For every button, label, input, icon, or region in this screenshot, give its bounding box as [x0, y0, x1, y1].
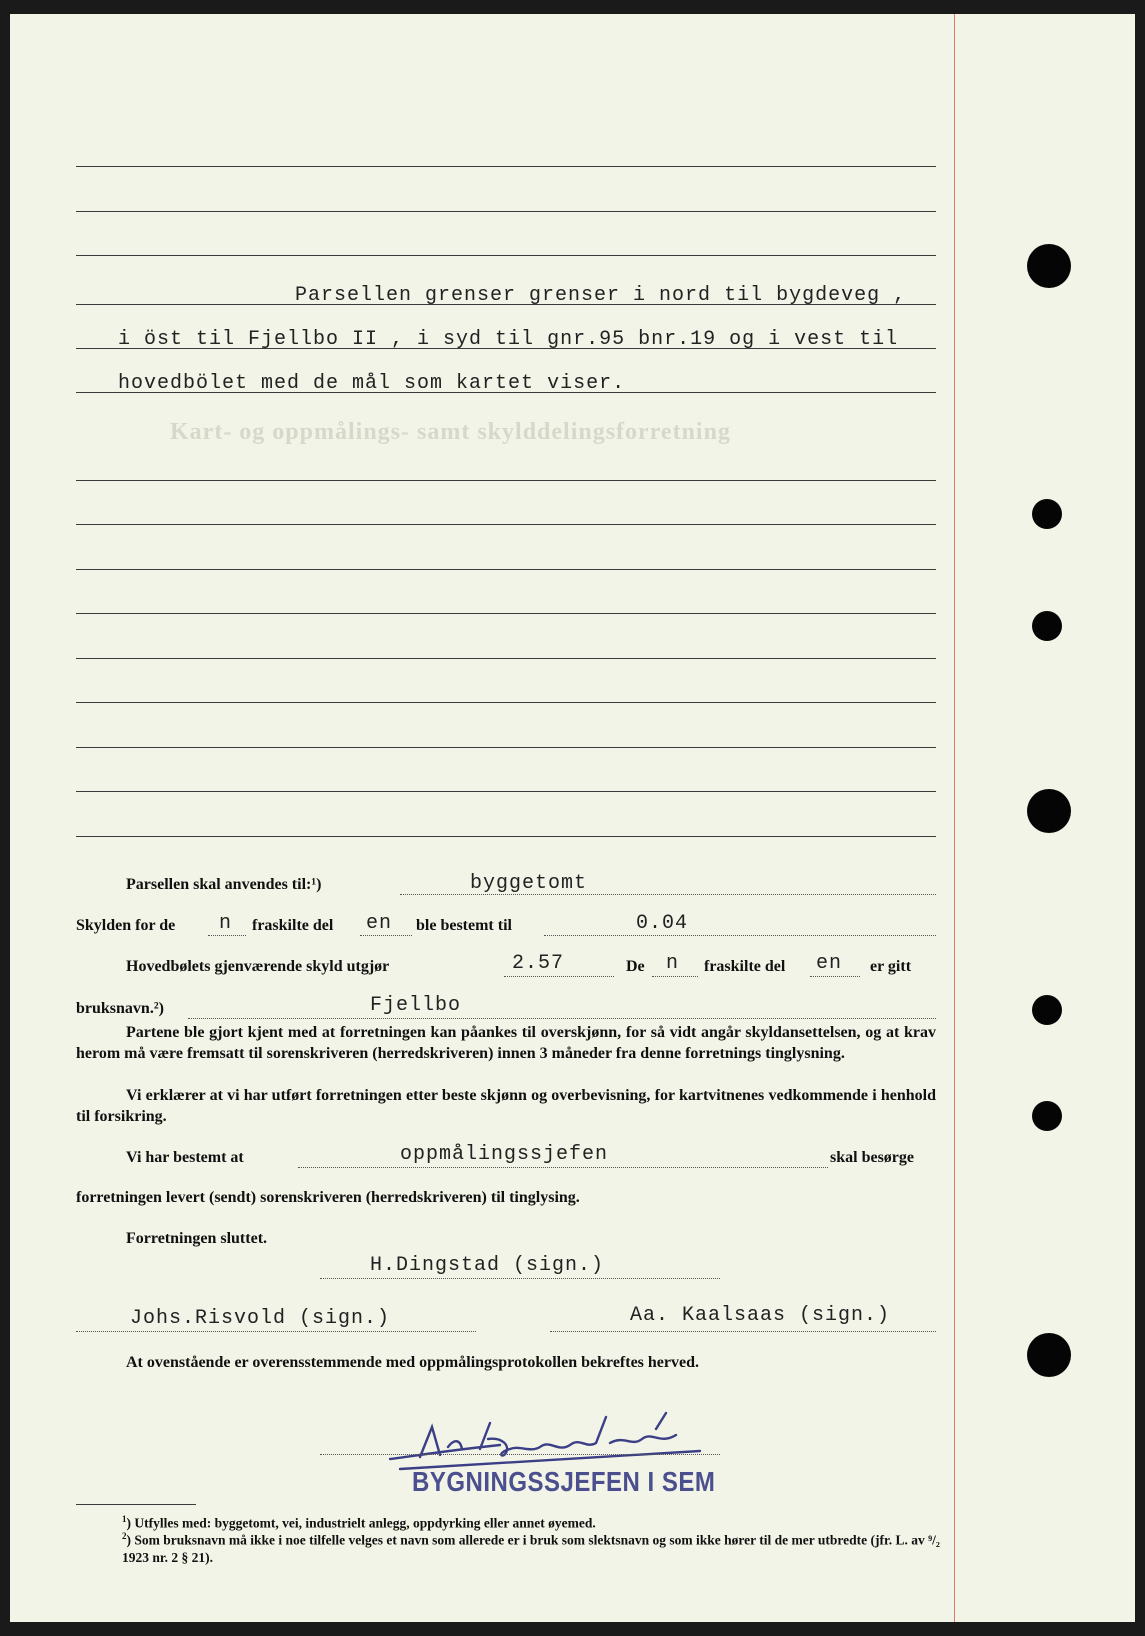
- footnote-1-text: Utfylles med: byggetomt, vei, industrielt anlegg, oppdyrking eller annet øyemed.: [134, 1515, 596, 1531]
- official-stamp: BYGNINGSSJEFEN I SEM: [412, 1467, 716, 1499]
- ruled-line: [76, 255, 936, 256]
- bruksnavn-value: Fjellbo: [370, 994, 462, 1017]
- sluttet-text: Forretningen sluttet.: [126, 1230, 268, 1247]
- skyld-suffix-2: en: [366, 912, 393, 935]
- ruled-line: [76, 211, 936, 212]
- skyld-label-a: Skylden for de: [76, 917, 176, 934]
- description-line-3: hovedbölet med de mål som kartet viser.: [118, 372, 626, 395]
- levert-text: forretningen levert (sendt) sorenskriveren (herredskriveren) til tinglysing.: [76, 1189, 580, 1206]
- ruled-line: [76, 747, 936, 748]
- dotted-field: [208, 935, 246, 936]
- ruled-line: [76, 569, 936, 570]
- binder-hole: [1032, 1101, 1062, 1131]
- hoved-label-c: fraskilte del: [704, 958, 786, 975]
- signature-line: [320, 1454, 720, 1455]
- skyld-label-c: ble bestemt til: [416, 917, 512, 934]
- dotted-field: [810, 976, 860, 977]
- ruled-line: [76, 166, 936, 167]
- document-page: [10, 14, 1135, 1622]
- description-line-2: i öst til Fjellbo II , i syd til gnr.95 bnr.19 og i vest til: [118, 328, 899, 351]
- confirm-text: At ovenstående er overensstemmende med oppmålingsprotokollen bekreftes herved.: [126, 1354, 699, 1371]
- ruled-line: [76, 524, 936, 525]
- dotted-field: [360, 935, 412, 936]
- declaration-paragraph: Vi erklærer at vi har utført forretningen etter beste skjønn og overbevisning, for kartvitnenes vedkommende i henhold til forsikring.: [76, 1087, 936, 1125]
- signature-line: [76, 1331, 476, 1332]
- description-line-1: Parsellen grenser grenser i nord til bygdeveg ,: [295, 284, 907, 307]
- signature-line: [550, 1331, 936, 1332]
- ruled-line: [76, 702, 936, 703]
- ruled-line: [76, 791, 936, 792]
- dotted-field: [188, 1018, 936, 1019]
- skyld-value: 0.04: [636, 912, 689, 935]
- bruksnavn-label: bruksnavn.²): [76, 1000, 164, 1017]
- ruled-line: [76, 836, 936, 837]
- use-value: byggetomt: [470, 872, 588, 895]
- faint-heading: Kart- og oppmålings- samt skylddelingsforretning: [170, 419, 731, 445]
- binder-hole: [1032, 995, 1062, 1025]
- ruled-line: [76, 480, 936, 481]
- hoved-label-d: er gitt: [870, 958, 912, 975]
- hoved-label-a: Hovedbølets gjenværende skyld utgjør: [126, 958, 390, 975]
- dotted-field: [652, 976, 698, 977]
- footnote-2-text: Som bruksnavn må ikke i noe tilfelle velges et navn som allerede er i bruk som slektsnavn og som ikke hører til de mer utbredte (jfr. L. av ⁹/₂ 1923 nr. 2 § 21).: [122, 1532, 940, 1565]
- signature-line: [320, 1278, 720, 1279]
- dotted-field: [298, 1167, 828, 1168]
- skyld-suffix-1: n: [219, 912, 233, 935]
- footnote-rule: [76, 1504, 196, 1505]
- appeal-paragraph: Partene ble gjort kjent med at forretningen kan påankes til overskjønn, for så vidt angår skyldansettelsen, og at krav herom må være fremsatt til sorenskriveren (herredskriveren) innen 3 måneder fra denne forretnings tinglysning.: [76, 1024, 936, 1062]
- ruled-line: [76, 658, 936, 659]
- signer-3: Aa. Kaalsaas (sign.): [630, 1304, 891, 1327]
- skyld-label-b: fraskilte del: [252, 917, 334, 934]
- hoved-label-b: De: [626, 958, 645, 975]
- binder-hole: [1027, 244, 1071, 288]
- binder-hole: [1027, 1333, 1071, 1377]
- binder-hole: [1032, 611, 1062, 641]
- use-label: Parsellen skal anvendes til:¹): [126, 876, 322, 893]
- suffix-4: en: [816, 952, 843, 975]
- binder-hole: [1027, 789, 1071, 833]
- dotted-field: [544, 935, 936, 936]
- footnote-1: $^1$) Utfylles med: byggetomt, vei, industrielt anlegg, oppdyrking eller annet øyemed.: [122, 1514, 596, 1531]
- besorge-label-a: Vi har bestemt at: [126, 1149, 244, 1166]
- signer-2: Johs.Risvold (sign.): [130, 1307, 391, 1330]
- suffix-3: n: [666, 952, 680, 975]
- signer-1: H.Dingstad (sign.): [370, 1254, 605, 1277]
- responsible-value: oppmålingssjefen: [400, 1143, 609, 1166]
- remaining-skyld: 2.57: [512, 952, 565, 975]
- margin-line: [954, 14, 955, 1622]
- binder-hole: [1032, 499, 1062, 529]
- dotted-field: [504, 976, 614, 977]
- besorge-label-b: skal besørge: [830, 1149, 914, 1166]
- footnote-2: $^2$) Som bruksnavn må ikke i noe tilfelle velges et navn som allerede er i bruk som slektsnavn og som ikke hører til de mer utbredte (jfr. L. av ⁹/₂ 1923 nr. 2 § 21).: [122, 1531, 940, 1565]
- ruled-line: [76, 613, 936, 614]
